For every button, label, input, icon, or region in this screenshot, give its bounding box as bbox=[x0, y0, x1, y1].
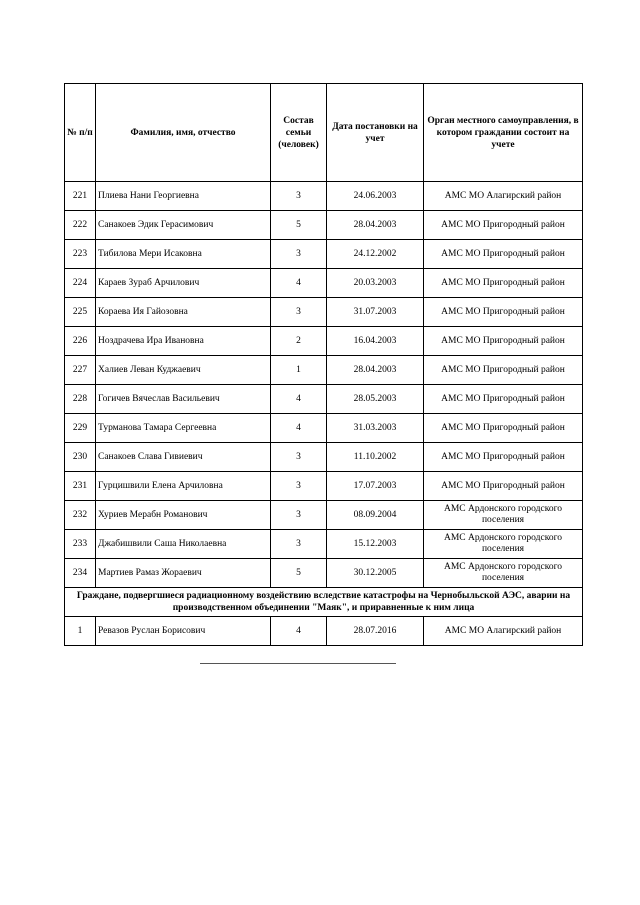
table-row bbox=[65, 559, 583, 588]
cell-number: 223 bbox=[65, 240, 96, 269]
cell-number: 229 bbox=[65, 414, 96, 443]
cell-family-size: 1 bbox=[271, 356, 327, 385]
table-row bbox=[65, 356, 583, 385]
cell-full-name: Кораева Ия Гайозовна bbox=[96, 298, 271, 327]
cell-authority: АМС Ардонского городского поселения bbox=[424, 530, 583, 559]
cell-number: 231 bbox=[65, 472, 96, 501]
cell-registration-date: 30.12.2005 bbox=[327, 559, 424, 588]
cell-authority: АМС МО Пригородный район bbox=[424, 298, 583, 327]
cell-authority: АМС МО Пригородный район bbox=[424, 414, 583, 443]
cell-family-size: 3 bbox=[271, 530, 327, 559]
cell-full-name: Караев Зураб Арчилович bbox=[96, 269, 271, 298]
separator-line bbox=[200, 663, 396, 664]
cell-registration-date: 28.05.2003 bbox=[327, 385, 424, 414]
cell-authority: АМС МО Пригородный район bbox=[424, 211, 583, 240]
cell-authority: АМС МО Пригородный район bbox=[424, 472, 583, 501]
cell-authority: АМС МО Пригородный район bbox=[424, 327, 583, 356]
cell-registration-date: 20.03.2003 bbox=[327, 269, 424, 298]
cell-number: 228 bbox=[65, 385, 96, 414]
cell-registration-date: 24.06.2003 bbox=[327, 182, 424, 211]
cell-registration-date: 15.12.2003 bbox=[327, 530, 424, 559]
cell-authority: АМС МО Алагирский район bbox=[424, 182, 583, 211]
cell-full-name: Хуриев Мерабн Романович bbox=[96, 501, 271, 530]
cell-number: 234 bbox=[65, 559, 96, 588]
cell-family-size: 3 bbox=[271, 443, 327, 472]
table-row bbox=[65, 269, 583, 298]
cell-authority: АМС Ардонского городского поселения bbox=[424, 501, 583, 530]
table-row bbox=[65, 414, 583, 443]
table-row bbox=[65, 501, 583, 530]
table-row bbox=[65, 472, 583, 501]
header-number: № п/п bbox=[65, 84, 96, 182]
cell-number: 1 bbox=[65, 617, 96, 646]
table-row bbox=[65, 443, 583, 472]
cell-family-size: 2 bbox=[271, 327, 327, 356]
cell-number: 221 bbox=[65, 182, 96, 211]
cell-full-name: Ноздрачева Ира Ивановна bbox=[96, 327, 271, 356]
cell-number: 233 bbox=[65, 530, 96, 559]
cell-registration-date: 31.03.2003 bbox=[327, 414, 424, 443]
cell-registration-date: 31.07.2003 bbox=[327, 298, 424, 327]
cell-family-size: 3 bbox=[271, 240, 327, 269]
cell-registration-date: 24.12.2002 bbox=[327, 240, 424, 269]
cell-number: 224 bbox=[65, 269, 96, 298]
cell-family-size: 4 bbox=[271, 269, 327, 298]
cell-authority: АМС МО Алагирский район bbox=[424, 617, 583, 646]
cell-full-name: Ревазов Руслан Борисович bbox=[96, 617, 271, 646]
cell-number: 222 bbox=[65, 211, 96, 240]
cell-authority: АМС МО Пригородный район bbox=[424, 269, 583, 298]
cell-number: 230 bbox=[65, 443, 96, 472]
table-row bbox=[65, 617, 583, 646]
cell-full-name: Турманова Тамара Сергеевна bbox=[96, 414, 271, 443]
cell-family-size: 4 bbox=[271, 385, 327, 414]
cell-authority: АМС МО Пригородный район bbox=[424, 356, 583, 385]
table-row bbox=[65, 182, 583, 211]
cell-family-size: 5 bbox=[271, 559, 327, 588]
cell-full-name: Плиева Нани Георгиевна bbox=[96, 182, 271, 211]
cell-family-size: 3 bbox=[271, 298, 327, 327]
header-family-size: Состав семьи (человек) bbox=[271, 84, 327, 182]
cell-authority: АМС МО Пригородный район bbox=[424, 240, 583, 269]
table-row bbox=[65, 298, 583, 327]
header-authority: Орган местного самоуправления, в котором граждании состоит на учете bbox=[424, 84, 583, 182]
cell-authority: АМС Ардонского городского поселения bbox=[424, 559, 583, 588]
cell-family-size: 3 bbox=[271, 182, 327, 211]
cell-family-size: 5 bbox=[271, 211, 327, 240]
table-row bbox=[65, 211, 583, 240]
table-row bbox=[65, 327, 583, 356]
cell-family-size: 4 bbox=[271, 414, 327, 443]
cell-authority: АМС МО Пригородный район bbox=[424, 385, 583, 414]
cell-registration-date: 28.04.2003 bbox=[327, 356, 424, 385]
cell-number: 226 bbox=[65, 327, 96, 356]
registry-table bbox=[64, 83, 583, 646]
table-body bbox=[65, 182, 583, 646]
cell-registration-date: 17.07.2003 bbox=[327, 472, 424, 501]
section-title: Граждане, подвергшиеся радиационному воздействию вследствие катастрофы на Чернобыльской АЭС, аварии на производственном объединении "Маяк", и приравненные к ним лица bbox=[65, 588, 583, 617]
cell-registration-date: 11.10.2002 bbox=[327, 443, 424, 472]
table-row bbox=[65, 530, 583, 559]
cell-full-name: Джабишвили Саша Николаевна bbox=[96, 530, 271, 559]
cell-number: 225 bbox=[65, 298, 96, 327]
cell-registration-date: 08.09.2004 bbox=[327, 501, 424, 530]
table-row bbox=[65, 385, 583, 414]
cell-number: 232 bbox=[65, 501, 96, 530]
cell-family-size: 3 bbox=[271, 501, 327, 530]
cell-full-name: Гурцишвили Елена Арчиловна bbox=[96, 472, 271, 501]
cell-registration-date: 16.04.2003 bbox=[327, 327, 424, 356]
header-registration-date: Дата постановки на учет bbox=[327, 84, 424, 182]
section-row bbox=[65, 588, 583, 617]
cell-full-name: Халиев Леван Куджаевич bbox=[96, 356, 271, 385]
table-row bbox=[65, 240, 583, 269]
cell-family-size: 3 bbox=[271, 472, 327, 501]
cell-full-name: Тибилова Мери Исаковна bbox=[96, 240, 271, 269]
cell-full-name: Санакоев Эдик Герасимович bbox=[96, 211, 271, 240]
cell-number: 227 bbox=[65, 356, 96, 385]
header-full-name: Фамилия, имя, отчество bbox=[96, 84, 271, 182]
cell-registration-date: 28.07.2016 bbox=[327, 617, 424, 646]
cell-full-name: Санакоев Слава Гивиевич bbox=[96, 443, 271, 472]
table-header-row bbox=[65, 84, 583, 182]
cell-full-name: Гогичев Вячеслав Васильевич bbox=[96, 385, 271, 414]
cell-family-size: 4 bbox=[271, 617, 327, 646]
cell-registration-date: 28.04.2003 bbox=[327, 211, 424, 240]
cell-full-name: Мартиев Рамаз Жораевич bbox=[96, 559, 271, 588]
cell-authority: АМС МО Пригородный район bbox=[424, 443, 583, 472]
